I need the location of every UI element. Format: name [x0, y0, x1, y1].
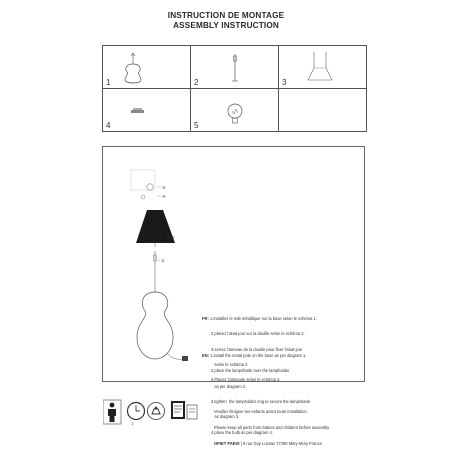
part-cell-2 [191, 46, 279, 89]
metal-pole-icon [191, 46, 279, 89]
parts-grid [102, 45, 367, 132]
instruction-fr-3b: selon le schéma 3 [211, 362, 248, 368]
callout-2: ② [161, 258, 165, 263]
footer-warning-en: Please keep all parts from babies and children before assembly [214, 425, 330, 431]
people-count: 2 [131, 422, 134, 426]
instruction-en-3b: as diagram 3. [211, 414, 240, 420]
clock-icon [128, 403, 145, 427]
instructions-en-tag: EN: [202, 353, 210, 359]
part-number-1: 1 [106, 78, 111, 87]
part-cell-1 [103, 46, 191, 89]
part-number-2: 2 [194, 78, 199, 87]
footer-company: OPIET PARIS [214, 440, 240, 446]
instruction-fr-1: 1.Installez le mât métallique sur la base selon le schéma 1. [209, 316, 317, 322]
title-french: INSTRUCTION DE MONTAGE [167, 11, 285, 20]
footer-warning-fr: Veuillez éloigner les enfants avant toute installation. [214, 409, 308, 415]
instruction-en-1: 1.install the metal pole on the base as per diagram 1. [210, 353, 307, 359]
instruction-en-2: 2.place the lampshade over the lampholder [211, 368, 290, 374]
bulb-icon [191, 89, 279, 131]
instruction-en-4: 4.place the bulb as per diagram 4. [211, 429, 273, 435]
diagram-base [137, 292, 173, 359]
document-icon [171, 401, 197, 419]
instruction-fr-3: 3.serrez l'anneau de la douille pour fixer l'abat-jour [211, 346, 303, 352]
part-cell-empty [279, 89, 366, 131]
part-number-3: 3 [282, 78, 287, 87]
footer-text [214, 399, 329, 451]
instruction-en-3: 3.tighten the lampholder ring to secure the lampshade [211, 399, 310, 405]
instruction-fr-2: 2.placez l'abat-jour sur la douille selon le schéma 2. [211, 331, 305, 337]
instruction-fr-4: 4.Placez l'ampoule selon le schéma 4. [211, 377, 281, 383]
part-cell-3 [279, 46, 366, 89]
lamp-base-icon [103, 46, 191, 89]
diagram-cord-switch [182, 356, 188, 361]
footer-icons [103, 399, 203, 427]
footer-address: | 9 rue Guy Lussac 77290 Mitry-Mory France [239, 440, 322, 446]
diagram-bulb [131, 170, 155, 199]
person-icon [103, 400, 121, 424]
part-number-4: 4 [106, 121, 111, 130]
instructions-fr-tag: FR: [202, 316, 209, 322]
title-english: ASSEMBLY INSTRUCTION [173, 21, 279, 30]
callout-5: ⑤ [162, 185, 166, 190]
recycle-icon [148, 403, 165, 420]
shade-ring-icon [103, 89, 191, 131]
part-number-5: 5 [194, 121, 199, 130]
instruction-en-2b: as per diagram 2. [211, 383, 247, 389]
callout-4: ④ [162, 194, 166, 199]
lampshade-icon [279, 46, 366, 89]
part-cell-4 [103, 89, 191, 131]
diagram-lampshade [136, 210, 175, 243]
callout-3: ③ [171, 235, 175, 240]
part-cell-5 [191, 89, 279, 131]
